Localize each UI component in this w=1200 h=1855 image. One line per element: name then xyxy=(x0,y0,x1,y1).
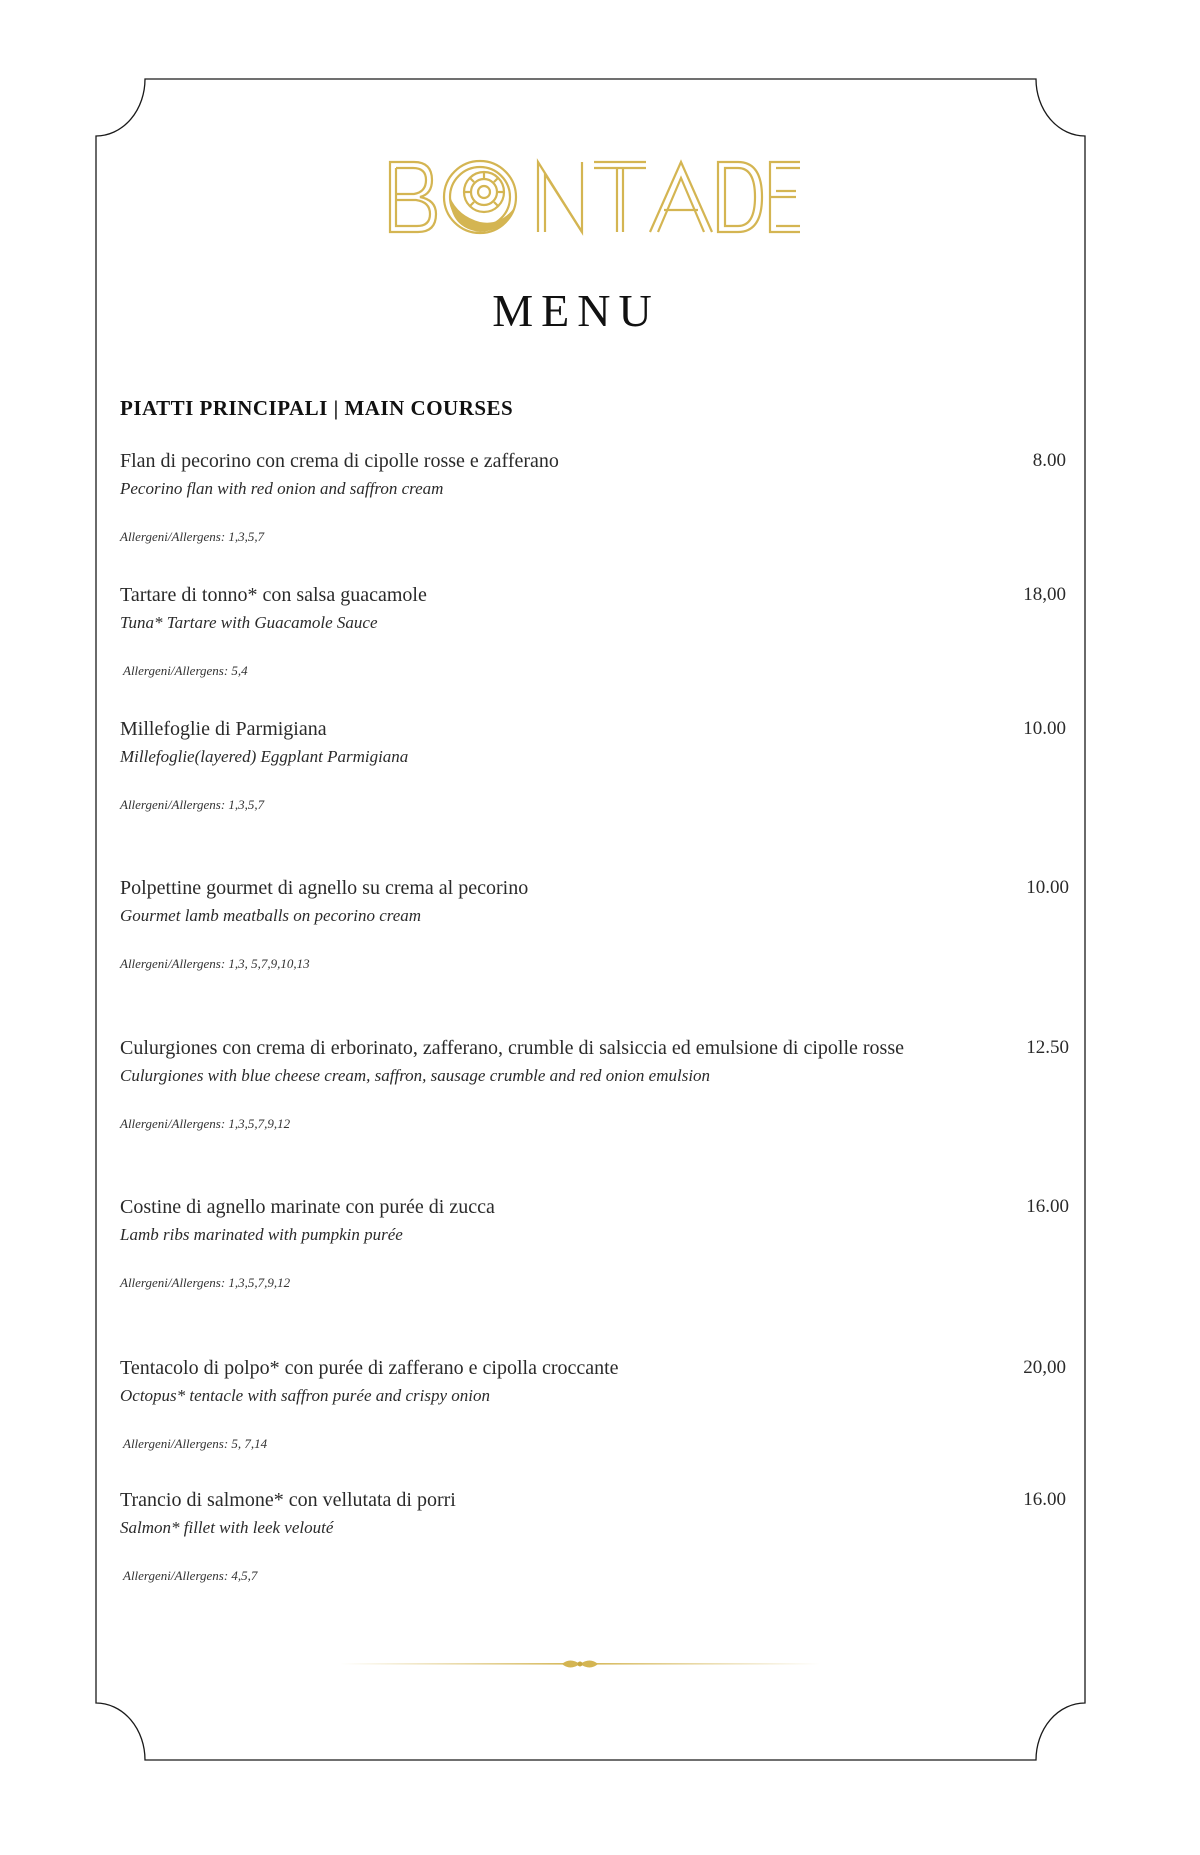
dish-price: 16.00 xyxy=(1026,1196,1069,1217)
dish-price: 10.00 xyxy=(1026,877,1069,898)
dish-allergens: Allergeni/Allergens: 1,3,5,7,9,12 xyxy=(120,1275,291,1290)
dish-allergens: Allergeni/Allergens: 5, 7,14 xyxy=(123,1436,268,1451)
dish-price: 10.00 xyxy=(1023,718,1066,739)
dish-price: 12.50 xyxy=(1026,1037,1069,1058)
dish-description: Pecorino flan with red onion and saffron cream xyxy=(120,479,444,498)
dish-name: Flan di pecorino con crema di cipolle rosse e zafferano xyxy=(120,450,559,472)
dish-price: 16.00 xyxy=(1023,1489,1066,1510)
dish-allergens: Allergeni/Allergens: 1,3, 5,7,9,10,13 xyxy=(120,956,310,971)
dish-name: Tentacolo di polpo* con purée di zafferano e cipolla croccante xyxy=(120,1357,619,1379)
dish-name: Tartare di tonno* con salsa guacamole xyxy=(120,584,427,606)
dish-price: 18,00 xyxy=(1023,584,1066,605)
dish-description: Millefoglie(layered) Eggplant Parmigiana xyxy=(120,747,409,766)
dish-allergens: Allergeni/Allergens: 5,4 xyxy=(123,663,248,678)
dish-name: Millefoglie di Parmigiana xyxy=(120,718,327,740)
dish-description: Salmon* fillet with leek velouté xyxy=(120,1518,334,1537)
dish-allergens: Allergeni/Allergens: 4,5,7 xyxy=(123,1568,258,1583)
dish-allergens: Allergeni/Allergens: 1,3,5,7,9,12 xyxy=(120,1116,291,1131)
bontade-logo xyxy=(388,158,802,236)
dish-description: Culurgiones with blue cheese cream, saffron, sausage crumble and red onion emulsion xyxy=(120,1066,711,1085)
dish-name: Costine di agnello marinate con purée di zucca xyxy=(120,1196,495,1218)
dish-description: Octopus* tentacle with saffron purée and crispy onion xyxy=(120,1386,491,1405)
dish-name: Culurgiones con crema di erborinato, zafferano, crumble di salsiccia ed emulsione di cipolle rosse xyxy=(120,1037,905,1059)
dish-name: Polpettine gourmet di agnello su crema al pecorino xyxy=(120,877,529,899)
menu-title: MENU xyxy=(492,285,660,336)
dish-name: Trancio di salmone* con vellutata di porri xyxy=(120,1489,456,1511)
ornament-divider xyxy=(340,1656,820,1672)
dish-description: Tuna* Tartare with Guacamole Sauce xyxy=(120,613,378,632)
dish-price: 8.00 xyxy=(1032,450,1066,471)
dish-description: Lamb ribs marinated with pumpkin purée xyxy=(120,1225,403,1244)
dish-allergens: Allergeni/Allergens: 1,3,5,7 xyxy=(120,529,265,544)
dish-allergens: Allergeni/Allergens: 1,3,5,7 xyxy=(120,797,265,812)
dish-price: 20,00 xyxy=(1023,1357,1066,1378)
dish-description: Gourmet lamb meatballs on pecorino cream xyxy=(120,906,422,925)
section-title: PIATTI PRINCIPALI | MAIN COURSES xyxy=(120,396,514,420)
